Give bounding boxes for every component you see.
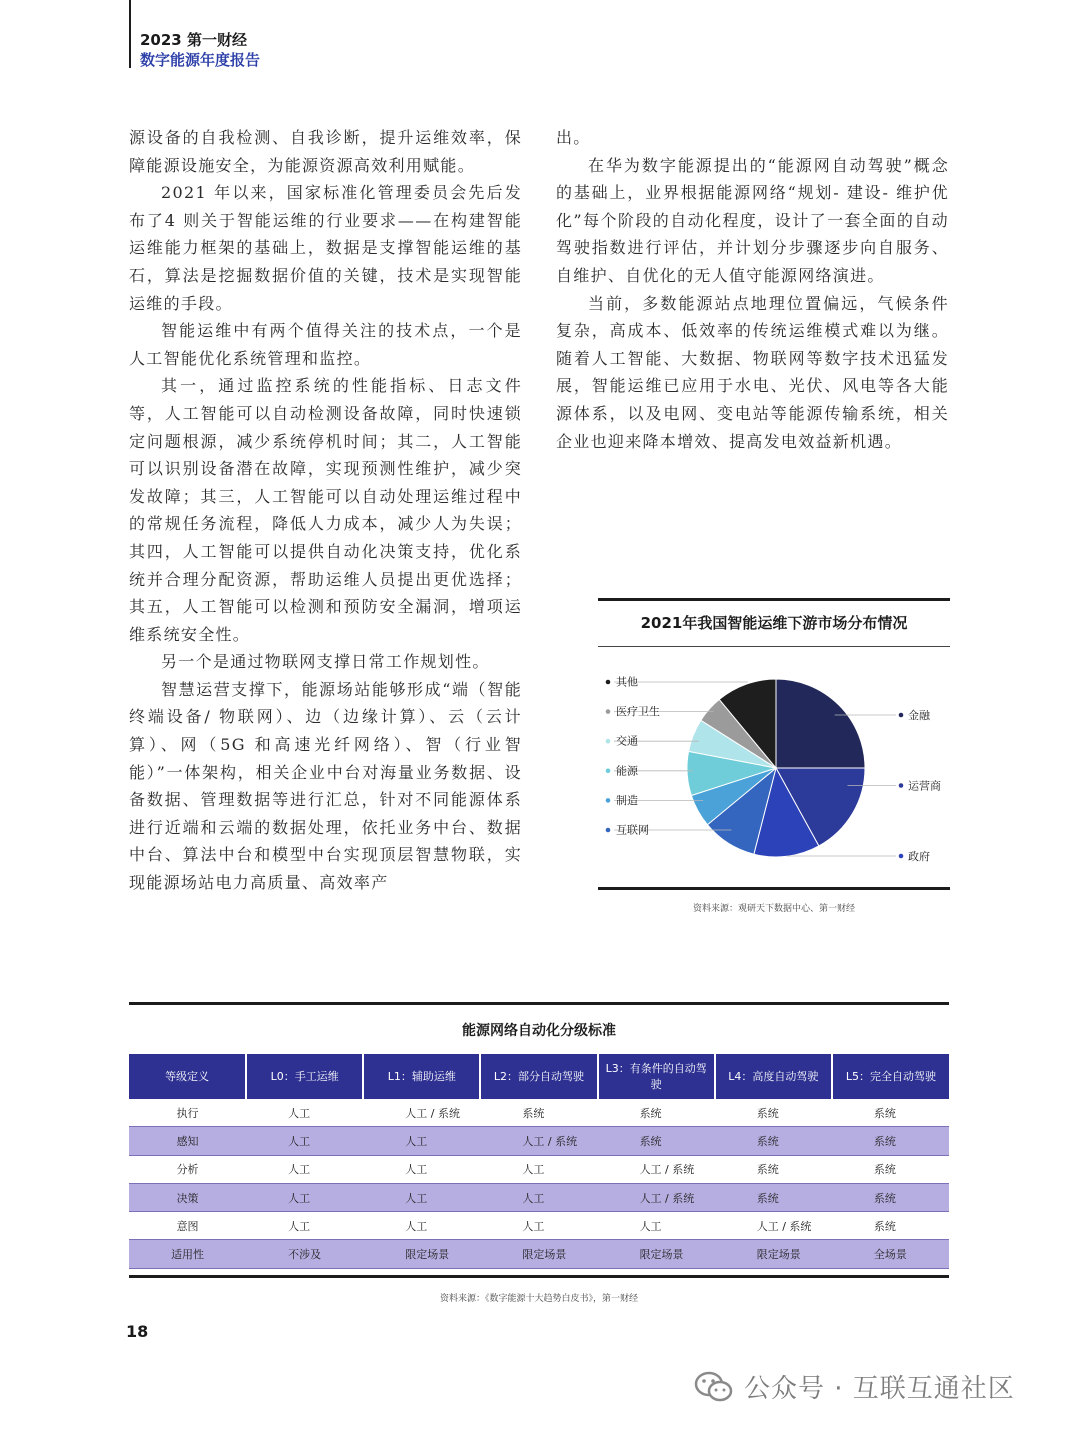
table-cell: 限定场景 bbox=[598, 1240, 715, 1268]
table-row bbox=[129, 1099, 949, 1127]
table-cell: 人工 / 系统 bbox=[480, 1127, 597, 1155]
slice-label: 制造 bbox=[616, 793, 638, 807]
table-cell: 人工 bbox=[363, 1127, 480, 1155]
slice-label: 其他 bbox=[616, 675, 638, 689]
paragraph: 另一个是通过物联网支撑日常工作规划性。 bbox=[161, 652, 490, 672]
table-cell: 系统 bbox=[873, 1163, 896, 1177]
header-title: 数字能源年度报告 bbox=[140, 51, 261, 69]
table-cell: 系统 bbox=[715, 1127, 832, 1155]
header-year: 2023 第一财经 bbox=[140, 31, 247, 49]
chart-bottom-rule bbox=[598, 887, 950, 890]
table-header-cell: L2：部分自动驾驶 bbox=[480, 1054, 597, 1099]
table-cell: 限定场景 bbox=[715, 1240, 832, 1268]
paragraph: 其一，通过监控系统的性能指标、日志文件等，人工智能可以自动检测设备故障，同时快速锁定问题根源，减少系统停机时间；其二，人工智能可以识别设备潜在故障，实现预测性维护，减少突发故障；其三，人工智能可以自动处理运维过程中的常规任务流程，降低人力成本，减少人为失误；其四，人工智能可以提供自动化决策支持，优化系统并合理分配资源，帮助运维人员提出更优选择；其五，人工智能可以检测和预防安全漏洞，增项运维系统安全性。 bbox=[129, 376, 522, 644]
row-label-cell: 意图 bbox=[176, 1219, 199, 1233]
slice-label: 政府 bbox=[908, 850, 930, 863]
table-cell: 人工 / 系统 bbox=[639, 1163, 695, 1177]
chart-title: 2021年我国智能运维下游市场分布情况 bbox=[640, 614, 908, 632]
row-label-cell: 决策 bbox=[129, 1183, 246, 1211]
paragraph: 2021 年以来，国家标准化管理委员会先后发布了4 则关于智能运维的行业要求——在构建智能运维能力框架的基础上，数据是支撑智能运维的基石，算法是挖掘数据价值的关键，技术是实现智能运维的手段。 bbox=[129, 183, 522, 313]
page-number: 18 bbox=[126, 1322, 149, 1341]
table-cell: 系统 bbox=[715, 1183, 832, 1211]
paragraph: 在华为数字能源提出的“能源网自动驾驶”概念的基础上，业界根据能源网络“规划- 建设- 维护优化”每个阶段的自动化程度，设计了一套全面的自动驾驶指数进行评估，并计划分步骤逐步向自服务、自维护、自优化的无人值守能源网络演进。 bbox=[556, 155, 949, 285]
legend-dot bbox=[606, 828, 611, 833]
pie-chart-panel bbox=[598, 598, 950, 890]
slice-label: 能源 bbox=[616, 764, 638, 778]
table-cell: 人工 bbox=[405, 1219, 428, 1233]
table-cell: 系统 bbox=[639, 1106, 662, 1120]
table-cell: 人工 / 系统 bbox=[598, 1183, 715, 1211]
table-cell: 系统 bbox=[832, 1183, 949, 1211]
table-cell: 人工 bbox=[405, 1163, 428, 1177]
row-label-cell: 适用性 bbox=[129, 1240, 246, 1268]
legend-dot bbox=[606, 798, 611, 803]
header-rule bbox=[129, 0, 131, 68]
table-header-cell: 等级定义 bbox=[129, 1054, 246, 1099]
legend-dot bbox=[606, 739, 611, 744]
table-row bbox=[129, 1212, 949, 1240]
report-header bbox=[140, 30, 260, 70]
table-title: 能源网络自动化分级标准 bbox=[462, 1023, 616, 1039]
slice-label: 交通 bbox=[616, 734, 638, 748]
table-cell: 人工 bbox=[246, 1183, 363, 1211]
table-cell: 人工 bbox=[246, 1127, 363, 1155]
chart-source: 资料来源：观研天下数据中心、第一财经 bbox=[692, 904, 855, 914]
table-cell: 人工 bbox=[288, 1163, 311, 1177]
legend-dot bbox=[899, 854, 904, 859]
table-cell: 系统 bbox=[832, 1127, 949, 1155]
paragraph: 源设备的自我检测、自我诊断，提升运维效率，保障能源设施安全，为能源资源高效利用赋能。 bbox=[129, 128, 522, 175]
table-header-row bbox=[129, 1054, 949, 1099]
table-row bbox=[129, 1127, 949, 1155]
table-cell: 人工 bbox=[522, 1219, 545, 1233]
table-cell: 人工 bbox=[363, 1183, 480, 1211]
table-bottom-rule bbox=[129, 1275, 949, 1278]
automation-level-table bbox=[129, 1054, 949, 1269]
slice-label: 金融 bbox=[908, 709, 930, 722]
slice-label: 医疗卫生 bbox=[616, 705, 660, 719]
table-row bbox=[129, 1155, 949, 1183]
slice-label: 运营商 bbox=[908, 779, 941, 793]
row-label-cell: 分析 bbox=[176, 1163, 199, 1177]
table-cell: 人工 / 系统 bbox=[756, 1219, 812, 1233]
table-header-cell: L4：高度自动驾驶 bbox=[715, 1054, 832, 1099]
table-cell: 系统 bbox=[756, 1163, 779, 1177]
table-row bbox=[129, 1240, 949, 1268]
legend-dot bbox=[606, 769, 611, 774]
table-cell: 全场景 bbox=[832, 1240, 949, 1268]
table-cell: 人工 bbox=[480, 1183, 597, 1211]
pie-slice bbox=[776, 679, 865, 768]
table-cell: 系统 bbox=[873, 1106, 896, 1120]
legend-dot bbox=[899, 713, 904, 718]
table-row bbox=[129, 1183, 949, 1211]
row-label-cell: 执行 bbox=[176, 1106, 199, 1120]
legend-dot bbox=[606, 709, 611, 714]
pie-chart bbox=[598, 598, 950, 890]
slice-label: 互联网 bbox=[616, 823, 649, 837]
table-cell: 人工 bbox=[288, 1219, 311, 1233]
paragraph: 智能运维中有两个值得关注的技术点，一个是人工智能优化系统管理和监控。 bbox=[129, 321, 522, 368]
table-cell: 限定场景 bbox=[480, 1240, 597, 1268]
table-cell: 系统 bbox=[598, 1127, 715, 1155]
table-cell: 人工 bbox=[288, 1106, 311, 1120]
table-cell: 系统 bbox=[756, 1106, 779, 1120]
table-cell: 系统 bbox=[522, 1106, 545, 1120]
table-cell: 人工 / 系统 bbox=[405, 1106, 460, 1120]
table-header-cell: L3：有条件的自动驾驶 bbox=[598, 1054, 715, 1099]
legend-dot bbox=[606, 680, 611, 685]
left-text-column bbox=[129, 124, 522, 897]
table-cell: 人工 bbox=[522, 1163, 545, 1177]
table-cell: 限定场景 bbox=[363, 1240, 480, 1268]
paragraph: 智慧运营支撑下，能源场站能够形成“端（智能终端设备/ 物联网）、边（边缘计算）、云（云计算）、网（5G 和高速光纤网络）、智（行业智能）”一体架构，相关企业中台对海量业务数据、设备数据、管理数据等进行汇总，针对不同能源体系进行近端和云端的数据处理，依托业务中台、数据中台、算法中台和模型中台实现顶层智慧物联，实现能源场站电力高质量、高效率产 bbox=[129, 679, 522, 893]
paragraph: 出。 bbox=[556, 128, 591, 147]
right-text-column bbox=[556, 124, 949, 455]
paragraph: 当前，多数能源站点地理位置偏远，气候条件复杂，高成本、低效率的传统运维模式难以为继。随着人工智能、大数据、物联网等数字技术迅猛发展，智能运维已应用于水电、光伏、风电等各大能源体系，以及电网、变电站等能源传输系统，相关企业也迎来降本增效、提高发电效益新机遇。 bbox=[556, 293, 949, 451]
table-cell: 人工 bbox=[639, 1219, 662, 1233]
row-label-cell: 感知 bbox=[129, 1127, 246, 1155]
wechat-icon bbox=[694, 1370, 734, 1404]
table-source: 资料来源：《数字能源十大趋势白皮书》，第一财经 bbox=[439, 1294, 638, 1304]
table-header-cell: L1：辅助运维 bbox=[363, 1054, 480, 1099]
table-cell: 不涉及 bbox=[246, 1240, 363, 1268]
watermark bbox=[694, 1368, 1015, 1405]
table-header-cell: L0：手工运维 bbox=[246, 1054, 363, 1099]
watermark-text: 公众号 · 互联互通社区 bbox=[744, 1374, 1015, 1404]
automation-level-table-panel bbox=[129, 1002, 949, 1278]
table-header-cell: L5：完全自动驾驶 bbox=[832, 1054, 949, 1099]
legend-dot bbox=[899, 783, 904, 788]
table-cell: 系统 bbox=[873, 1219, 896, 1233]
